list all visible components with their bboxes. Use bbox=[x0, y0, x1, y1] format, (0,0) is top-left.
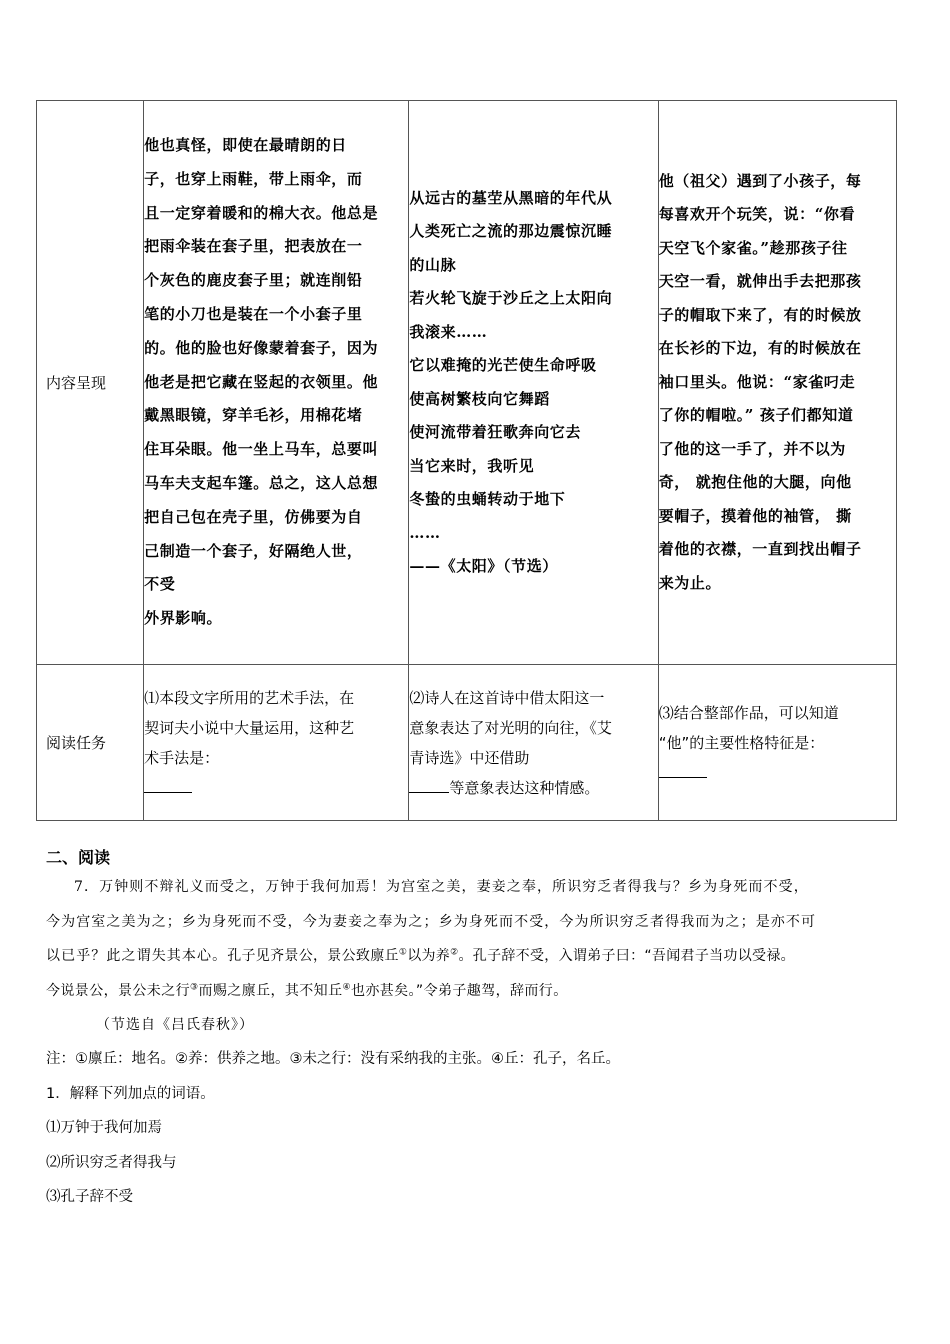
passage-fragment: 孔子见齐景公，景公致廪丘 bbox=[227, 948, 399, 964]
table-row-content bbox=[37, 101, 897, 665]
text-line: 他老是把它藏在竖起的衣领里。他 bbox=[144, 372, 379, 391]
passage-fragment: 以已乎？此之谓失其本心。 bbox=[46, 948, 228, 964]
text-line: 子，也穿上雨鞋，带上雨伞，而 bbox=[144, 169, 363, 188]
passage-fragment: 。孔子辞不受，入谓弟子曰：“吾闻君子当功以受禄。 bbox=[458, 948, 795, 964]
passage-source: （节选自《吕氏春秋》） bbox=[96, 1017, 254, 1033]
answer-blank-1[interactable] bbox=[144, 774, 192, 793]
text-line: 在长衫的下边，有的时候放在 bbox=[658, 339, 862, 358]
text-line: 来为止。 bbox=[658, 573, 722, 592]
passage-line: 7．万钟则不辩礼义而受之，万钟于我何加焉！为宫室之美，妻妾之奉，所识穷乏者得我与？乡为身死而不受， bbox=[74, 879, 809, 895]
poem-line: 冬蛰的虫蛹转动于地下 bbox=[409, 490, 566, 508]
passage-line: 今为宫室之美为之；乡为身死而不受，今为妻妾之奉为之；乡为身死而不受，今为所识穷乏者得我而为之；是亦不可 bbox=[46, 913, 817, 930]
table-row-task bbox=[37, 665, 897, 821]
section-title: 二、阅读 bbox=[46, 848, 111, 867]
text-line: 奇， 就抱住他的大腿，向他 bbox=[658, 473, 852, 492]
task-line: “他”的主要性格特征是： bbox=[658, 733, 825, 752]
answer-blank-2[interactable] bbox=[409, 776, 449, 793]
task-line: ⑶结合整部作品，可以知道 bbox=[658, 703, 839, 722]
answer-blank-3[interactable] bbox=[659, 759, 707, 778]
poem-line: 当它来时，我听见 bbox=[409, 456, 535, 475]
text-line: 己制造一个套子，好隔绝人世， bbox=[144, 541, 363, 560]
poem-source: ——《太阳》（节选） bbox=[409, 557, 558, 575]
text-line: 着他的衣襟，一直到找出帽子 bbox=[658, 540, 862, 559]
footnote-marker-2: ② bbox=[450, 947, 459, 958]
task-line: ⑴本段文字所用的艺术手法，在 bbox=[144, 688, 355, 707]
text-line: 天空飞个家雀。”趁那孩子往 bbox=[658, 238, 848, 257]
task-line-with-blank bbox=[409, 773, 657, 803]
content-cell-grandfather-excerpt bbox=[658, 101, 896, 665]
task-line: 术手法是： bbox=[144, 748, 220, 767]
text-line: 马车夫支起车篷。总之，这人总想 bbox=[144, 473, 379, 492]
task-line-suffix: 等意象表达这种情感。 bbox=[449, 778, 600, 797]
content-cell-chekhov-excerpt bbox=[144, 101, 409, 665]
passage-fragment: 也亦甚矣。”令弟子趣驾，辞而行。 bbox=[350, 982, 568, 999]
text-line: 把雨伞装在套子里，把表放在一 bbox=[144, 237, 363, 256]
text-line: 了你的帽啦。” 孩子们都知道 bbox=[658, 406, 854, 425]
poem-line: 人类死亡之流的那边震惊沉睡 bbox=[409, 222, 613, 240]
passage-line bbox=[46, 974, 916, 1009]
passage-fragment: 而赐之廪丘，其不知丘 bbox=[198, 982, 343, 999]
text-line: 不受 bbox=[144, 575, 176, 594]
text-line: 要帽子，摸着他的袖管， 撕 bbox=[658, 506, 852, 525]
passage-fragment: 今说景公，景公未之行 bbox=[46, 982, 190, 999]
passage-fragment: 以为养 bbox=[407, 948, 451, 964]
poem-line: 它以难掩的光芒使生命呼吸 bbox=[409, 356, 597, 374]
poem-line: 从远古的墓茔从黑暗的年代从 bbox=[409, 188, 613, 207]
question-item-1: ⑴万钟于我何加焉 bbox=[46, 1120, 162, 1136]
task-cell-2 bbox=[409, 665, 658, 821]
poem-line: 若火轮飞旋于沙丘之上太阳向 bbox=[409, 289, 613, 307]
text-line: 子的帽取下来了，有的时候放 bbox=[658, 305, 862, 324]
poem-line: 我滚来…… bbox=[409, 322, 488, 341]
reading-section bbox=[46, 846, 916, 1215]
footnote-marker-3: ③ bbox=[190, 981, 199, 992]
passage-line bbox=[46, 939, 916, 974]
question-title: 1．解释下列加点的词语。 bbox=[46, 1085, 215, 1102]
task-line: 青诗选》中还借助 bbox=[409, 748, 530, 767]
content-cell-sun-poem bbox=[409, 101, 658, 665]
question-item-3: ⑶孔子辞不受 bbox=[46, 1189, 133, 1205]
task-line: 契诃夫小说中大量运用，这种艺 bbox=[144, 718, 355, 737]
poem-line: 使河流带着狂歌奔向它去 bbox=[409, 423, 582, 441]
footnote-marker-1: ① bbox=[398, 947, 408, 958]
reading-comparison-table bbox=[36, 100, 897, 821]
poem-line: 使高树繁枝向它舞蹈 bbox=[409, 389, 550, 408]
text-line: 他也真怪，即使在最晴朗的日 bbox=[144, 136, 347, 155]
text-line: 他（祖父）遇到了小孩子，每 bbox=[658, 171, 862, 190]
footnotes: 注：①廪丘：地名。②养：供养之地。③未之行：没有采纳我的主张。④丘：孔子，名丘。 bbox=[46, 1051, 620, 1067]
text-line: 袖口里头。他说：“家雀叼走 bbox=[658, 372, 856, 391]
text-line: 了他的这一手了，并不以为 bbox=[658, 439, 846, 458]
passage-fragment bbox=[227, 948, 795, 964]
text-line: 笔的小刀也是装在一个小套子里 bbox=[144, 305, 363, 323]
row-label-task: 阅读任务 bbox=[37, 665, 144, 821]
task-line: ⑵诗人在这首诗中借太阳这一 bbox=[409, 688, 605, 707]
text-line: 的。他的脸也好像蒙着套子，因为 bbox=[144, 338, 379, 357]
text-line: 外界影响。 bbox=[144, 609, 223, 628]
classical-passage bbox=[46, 870, 916, 1008]
answer-blank-line bbox=[659, 758, 896, 788]
text-line: 天空一看，就伸出手去把那孩 bbox=[658, 272, 862, 291]
text-line: 戴黑眼镜，穿羊毛衫，用棉花堵 bbox=[144, 406, 363, 425]
footnote-marker-4: ④ bbox=[342, 981, 351, 992]
row-label-content: 内容呈现 bbox=[37, 101, 144, 665]
poem-line: …… bbox=[409, 523, 441, 542]
question-item-2: ⑵所识穷乏者得我与 bbox=[46, 1154, 177, 1171]
answer-blank-line bbox=[144, 773, 408, 803]
poem-line: 的山脉 bbox=[409, 255, 457, 274]
text-line: 且一定穿着暖和的棉大衣。他总是 bbox=[144, 203, 379, 222]
text-line: 个灰色的鹿皮套子里；就连削铅 bbox=[144, 271, 363, 290]
task-cell-3 bbox=[658, 665, 896, 821]
text-line: 住耳朵眼。他一坐上马车，总要叫 bbox=[144, 440, 379, 459]
text-line: 每喜欢开个玩笑，说：“你看 bbox=[658, 205, 856, 224]
task-line: 意象表达了对光明的向往，《艾 bbox=[409, 718, 612, 737]
text-line: 把自己包在壳子里，仿佛要为自 bbox=[144, 507, 363, 526]
task-cell-1 bbox=[144, 665, 409, 821]
